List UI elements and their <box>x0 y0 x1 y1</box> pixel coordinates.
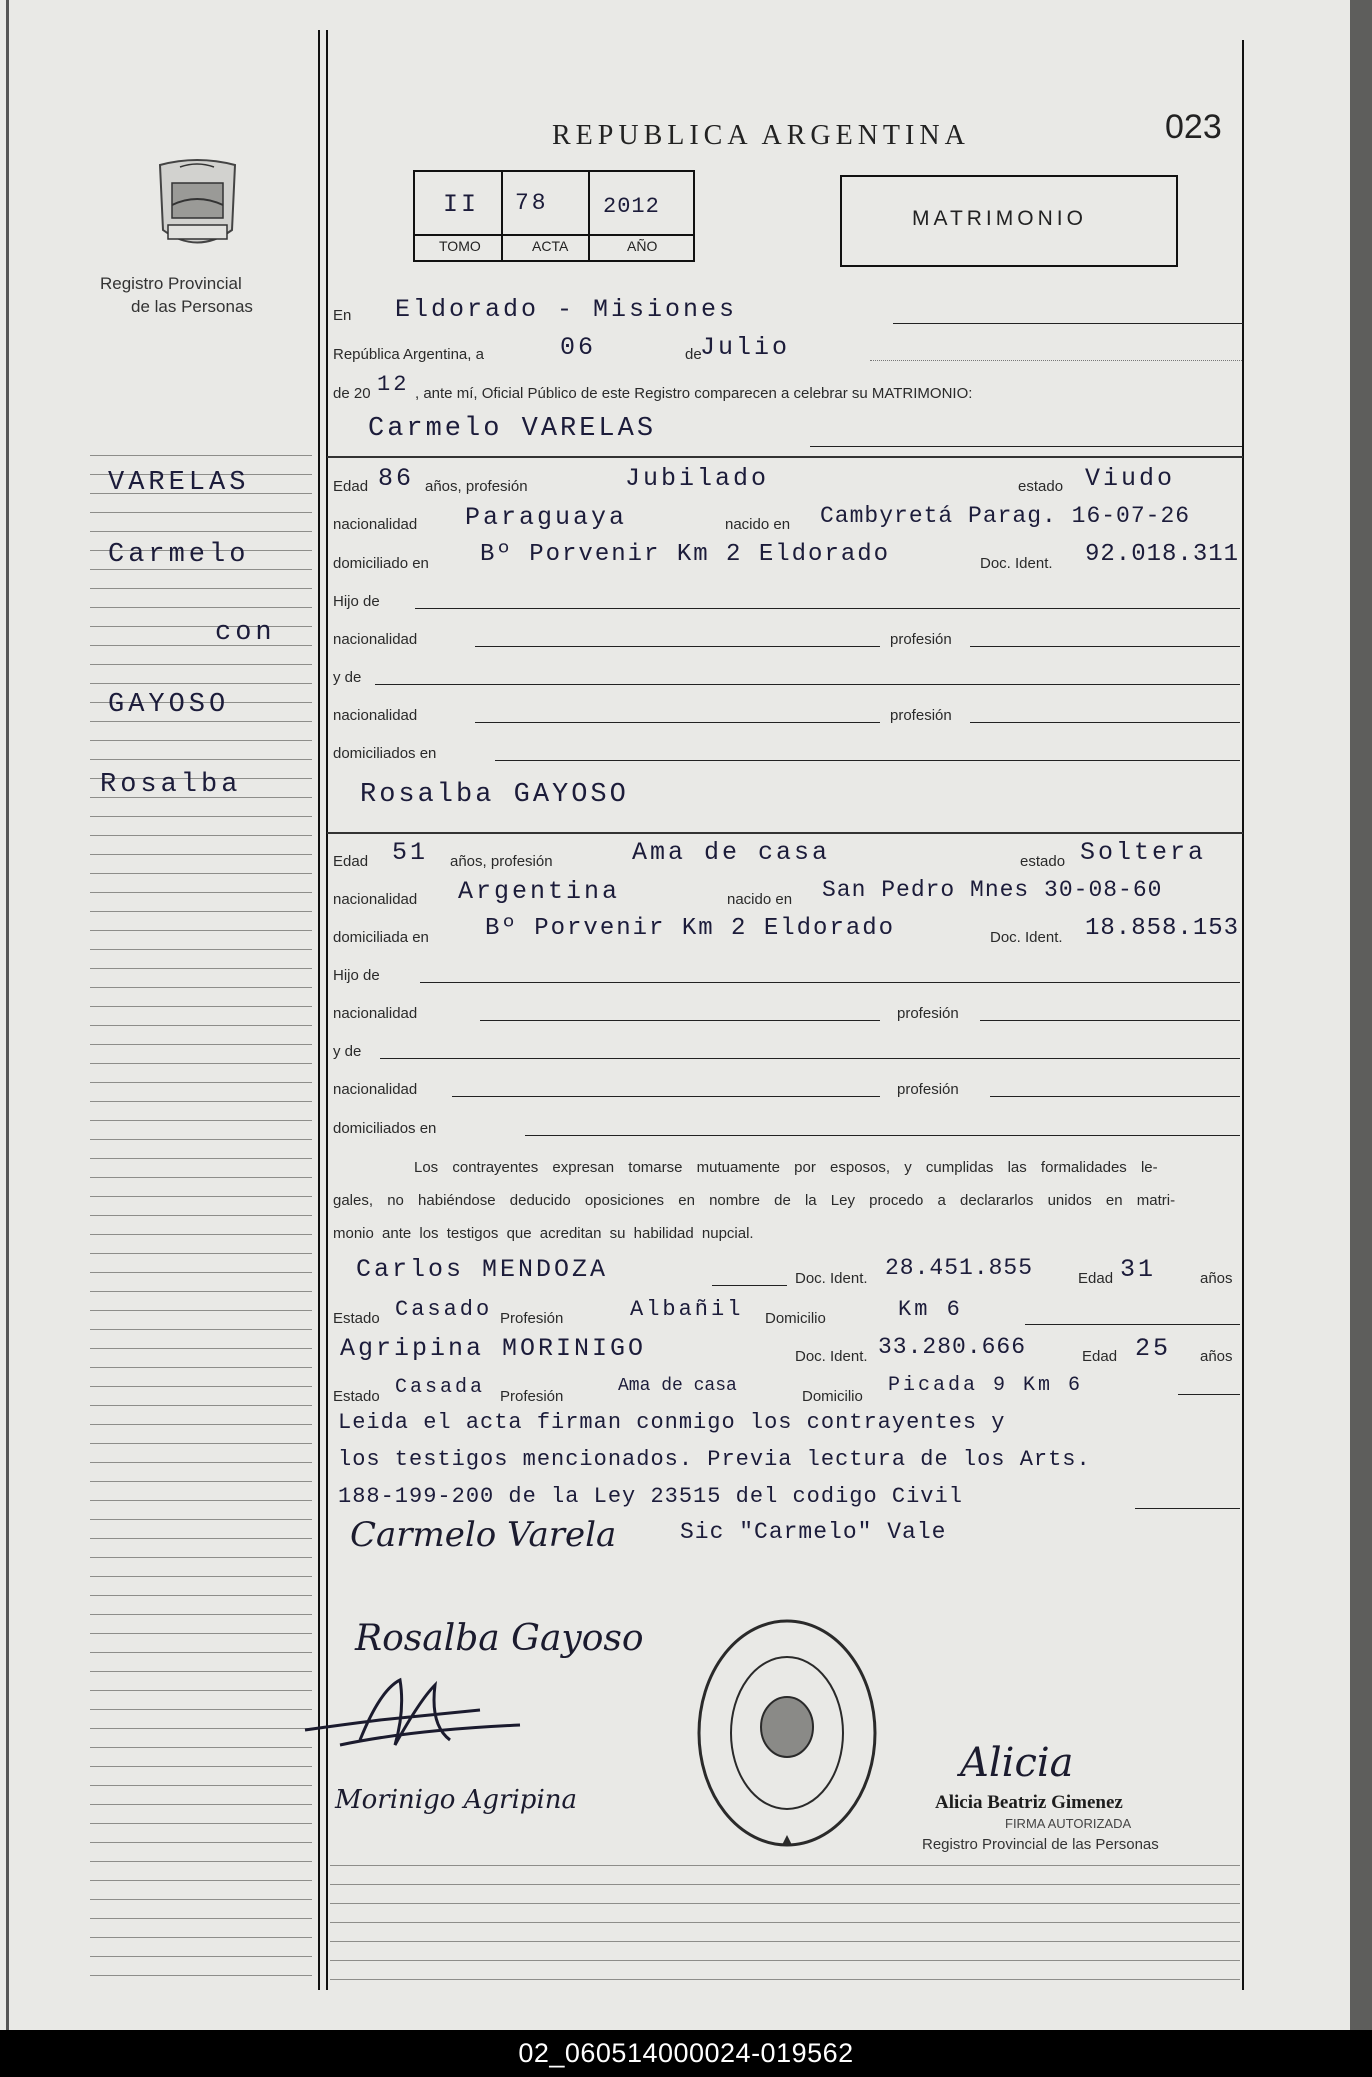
w2-estado-label: Estado <box>333 1388 380 1405</box>
groom-profession: Jubilado <box>625 464 770 493</box>
para-line-2: gales, no habiéndose deducido oposiciones en nombre de la Ley procedo a declararlos unidos en matri- <box>333 1192 1176 1209</box>
ruled-line <box>90 1253 312 1254</box>
ruled-line <box>90 1272 312 1273</box>
ruled-line <box>90 645 312 646</box>
w2-domicilio-label: Domicilio <box>802 1388 863 1405</box>
tomo-value: II <box>443 190 480 219</box>
bride-profession: Ama de casa <box>632 838 831 867</box>
w1-estado-label: Estado <box>333 1310 380 1327</box>
registry-label-line2: de las Personas <box>131 297 253 316</box>
ruled-line <box>90 1975 312 1976</box>
ruled-line <box>90 1538 312 1539</box>
w1-profesion-label: Profesión <box>500 1310 564 1327</box>
province-seal-icon <box>150 155 245 260</box>
republica-label: República Argentina, a <box>333 346 484 363</box>
w1-anos-label: años <box>1200 1270 1233 1287</box>
doc-ident-label-2: Doc. Ident. <box>990 929 1063 946</box>
ruled-line <box>90 1880 312 1881</box>
para-line-3: monio ante los testigos que acreditan su habilidad nupcial. <box>333 1225 754 1242</box>
ruled-line <box>90 740 312 741</box>
bride-status: Soltera <box>1080 838 1207 867</box>
day-value: 06 <box>560 333 597 362</box>
nacionalidad-label-2: nacionalidad <box>333 631 418 648</box>
record-type: MATRIMONIO <box>912 207 1087 230</box>
ruled-line <box>330 1865 1240 1866</box>
hijo-de-label-1: Hijo de <box>333 593 380 610</box>
witness2-doc: 33.280.666 <box>878 1334 1027 1360</box>
witness2-address: Picada 9 Km 6 <box>888 1374 1084 1397</box>
ruled-line <box>90 1785 312 1786</box>
bride-birth: San Pedro Mnes 30-08-60 <box>822 877 1163 903</box>
right-border <box>1242 40 1244 1990</box>
witness1-age: 31 <box>1120 1255 1157 1284</box>
ruled-line <box>90 1899 312 1900</box>
ruled-line <box>90 759 312 760</box>
ruled-line <box>90 873 312 874</box>
w1-edad-label: Edad <box>1078 1270 1114 1287</box>
groom-doc: 92.018.311 <box>1085 541 1240 568</box>
w2-edad-label: Edad <box>1082 1348 1118 1365</box>
ruled-line <box>90 930 312 931</box>
estado-label-1: estado <box>1018 478 1064 495</box>
ano-label: AÑO <box>627 238 658 254</box>
witness2-status: Casada <box>395 1376 486 1399</box>
ruled-line <box>90 1329 312 1330</box>
domiciliado-label: domiciliado en <box>333 555 429 572</box>
record-type-box <box>840 175 1178 267</box>
witness2-name: Agripina MORINIGO <box>340 1334 647 1363</box>
registry-label-line1: Registro Provincial <box>100 274 242 293</box>
image-id-bar <box>0 2030 1372 2077</box>
nacionalidad-label-5: nacionalidad <box>333 1005 418 1022</box>
ruled-line <box>90 987 312 988</box>
profesion-label-4: profesión <box>897 1081 959 1098</box>
ruled-line <box>90 1861 312 1862</box>
ruled-line <box>90 1576 312 1577</box>
binding-edge <box>6 0 9 2030</box>
ruled-line <box>90 1842 312 1843</box>
acta-value: 78 <box>515 190 549 216</box>
ruled-line <box>330 1903 1240 1904</box>
ruled-line <box>90 1082 312 1083</box>
nacionalidad-label-1: nacionalidad <box>333 516 418 533</box>
ruled-line <box>90 1196 312 1197</box>
month-value: Julio <box>700 333 791 362</box>
ruled-line <box>90 1348 312 1349</box>
margin-surname-1: VARELAS <box>108 468 250 498</box>
en-label: En <box>333 307 352 324</box>
ruled-line <box>330 1941 1240 1942</box>
margin-name-2: Rosalba <box>100 770 242 800</box>
comparecen-text: , ante mí, Oficial Público de este Registro comparecen a celebrar su MATRIMONIO: <box>415 385 973 402</box>
ruled-line <box>90 1519 312 1520</box>
signature-witness1 <box>300 1670 530 1780</box>
bride-doc: 18.858.153 <box>1085 915 1240 942</box>
domiciliados-label-1: domiciliados en <box>333 745 437 762</box>
w2-profesion-label: Profesión <box>500 1388 564 1405</box>
anos-profesion-label-2: años, profesión <box>450 853 553 870</box>
nacido-label-1: nacido en <box>725 516 791 533</box>
ruled-line <box>90 512 312 513</box>
ruled-line <box>90 1671 312 1672</box>
ruled-line <box>90 1956 312 1957</box>
ruled-line <box>90 1481 312 1482</box>
groom-nationality: Paraguaya <box>465 503 628 532</box>
ruled-line <box>90 683 312 684</box>
nacionalidad-label-6: nacionalidad <box>333 1081 418 1098</box>
witness1-address: Km 6 <box>898 1297 963 1322</box>
ruled-line <box>90 1006 312 1007</box>
ruled-line <box>330 1884 1240 1885</box>
ruled-line <box>90 626 312 627</box>
signature-groom: Carmelo Varela <box>350 1515 617 1555</box>
domiciliados-label-2: domiciliados en <box>333 1120 437 1137</box>
profesion-label-3: profesión <box>897 1005 959 1022</box>
w1-doc-label: Doc. Ident. <box>795 1270 868 1287</box>
note-line-2: los testigos mencionados. Previa lectura de los Arts. <box>338 1447 1091 1472</box>
ruled-line <box>90 892 312 893</box>
ruled-line <box>90 968 312 969</box>
signature-bride: Rosalba Gayoso <box>355 1618 644 1659</box>
ruled-line <box>90 1614 312 1615</box>
ruled-line <box>90 1101 312 1102</box>
ruled-line <box>90 1557 312 1558</box>
official-stamp-icon <box>695 1615 880 1855</box>
margin-surname-2: GAYOSO <box>108 690 230 720</box>
signature-official: Alicia <box>960 1740 1074 1786</box>
official-name: Alicia Beatriz Gimenez <box>935 1792 1123 1813</box>
ruled-line <box>90 531 312 532</box>
page-edge <box>1350 0 1372 2030</box>
ruled-line <box>90 1690 312 1691</box>
ruled-line <box>90 1310 312 1311</box>
official-title: FIRMA AUTORIZADA <box>1005 1816 1132 1831</box>
ruled-line <box>90 1424 312 1425</box>
ruled-line <box>90 1918 312 1919</box>
nacionalidad-label-3: nacionalidad <box>333 707 418 724</box>
image-id: 02_060514000024-019562 <box>518 2038 854 2068</box>
witness1-status: Casado <box>395 1297 493 1322</box>
ruled-line <box>330 1922 1240 1923</box>
ruled-line <box>90 1595 312 1596</box>
signature-groom-note: Sic "Carmelo" Vale <box>680 1519 947 1545</box>
ruled-line <box>90 1633 312 1634</box>
de-label-1: de <box>685 346 702 363</box>
ruled-line <box>90 1405 312 1406</box>
y-de-label-2: y de <box>333 1043 362 1060</box>
hijo-de-label-2: Hijo de <box>333 967 380 984</box>
groom-birth: Cambyretá Parag. 16-07-26 <box>820 503 1191 529</box>
ruled-line <box>330 1960 1240 1961</box>
witness2-profession: Ama de casa <box>618 1376 737 1396</box>
witness2-age: 25 <box>1135 1334 1172 1363</box>
ruled-line <box>90 1500 312 1501</box>
edad-label-2: Edad <box>333 853 369 870</box>
witness1-name: Carlos MENDOZA <box>356 1255 609 1284</box>
note-line-1: Leida el acta firman conmigo los contrayentes y <box>338 1410 1006 1435</box>
ruled-line <box>90 1215 312 1216</box>
ruled-line <box>90 1804 312 1805</box>
estado-label-2: estado <box>1020 853 1066 870</box>
signature-witness2: Morinigo Agripina <box>335 1785 578 1815</box>
bride-age: 51 <box>392 838 429 867</box>
ruled-line <box>90 1652 312 1653</box>
de-20-label: de 20 <box>333 385 371 402</box>
ruled-line <box>90 1386 312 1387</box>
nacido-label-2: nacido en <box>727 891 793 908</box>
w2-doc-label: Doc. Ident. <box>795 1348 868 1365</box>
ruled-line <box>90 1044 312 1045</box>
ruled-line <box>90 1747 312 1748</box>
edad-label-1: Edad <box>333 478 369 495</box>
page-number: 023 <box>1165 108 1222 146</box>
groom-status: Viudo <box>1085 464 1176 493</box>
groom-name: Carmelo VARELAS <box>368 414 657 444</box>
ruled-line <box>90 911 312 912</box>
profesion-label-1: profesión <box>890 631 952 648</box>
ruled-line <box>90 1367 312 1368</box>
anos-profesion-label-1: años, profesión <box>425 478 528 495</box>
note-line-3: 188-199-200 de la Ley 23515 del codigo Civil <box>338 1484 963 1509</box>
profesion-label-2: profesión <box>890 707 952 724</box>
w1-domicilio-label: Domicilio <box>765 1310 826 1327</box>
ruled-line <box>90 1120 312 1121</box>
ruled-line <box>90 1766 312 1767</box>
witness1-profession: Albañil <box>630 1297 744 1322</box>
ruled-line <box>90 1937 312 1938</box>
bride-address: Bº Porvenir Km 2 Eldorado <box>485 915 896 942</box>
y-de-label-1: y de <box>333 669 362 686</box>
ruled-line <box>90 1823 312 1824</box>
ruled-line <box>90 1234 312 1235</box>
ano-value: 2012 <box>603 194 660 219</box>
ruled-line <box>90 1728 312 1729</box>
ruled-line <box>90 607 312 608</box>
ruled-line <box>90 1177 312 1178</box>
acta-label: ACTA <box>532 238 569 254</box>
record-box <box>413 170 695 262</box>
witness1-doc: 28.451.855 <box>885 1255 1034 1281</box>
ruled-line <box>90 1158 312 1159</box>
groom-address: Bº Porvenir Km 2 Eldorado <box>480 541 891 568</box>
ruled-line <box>90 1025 312 1026</box>
ruled-line <box>90 835 312 836</box>
country-title: REPUBLICA ARGENTINA <box>552 120 970 151</box>
para-line-1: Los contrayentes expresan tomarse mutuamente por esposos, y cumplidas las formalidades le- <box>414 1159 1158 1176</box>
groom-age: 86 <box>378 464 415 493</box>
ruled-line <box>90 455 312 456</box>
w2-anos-label: años <box>1200 1348 1233 1365</box>
ruled-line <box>90 816 312 817</box>
domiciliada-label: domiciliada en <box>333 929 429 946</box>
margin-name-1: Carmelo <box>108 540 250 570</box>
ruled-line <box>90 949 312 950</box>
tomo-label: TOMO <box>439 238 481 254</box>
bride-nationality: Argentina <box>458 877 621 906</box>
bride-name: Rosalba GAYOSO <box>360 780 629 810</box>
nacionalidad-label-4: nacionalidad <box>333 891 418 908</box>
doc-ident-label-1: Doc. Ident. <box>980 555 1053 572</box>
ruled-line <box>330 1979 1240 1980</box>
ruled-line <box>90 721 312 722</box>
ruled-line <box>90 1709 312 1710</box>
ruled-line <box>90 1291 312 1292</box>
ruled-line <box>90 854 312 855</box>
ruled-line <box>90 1443 312 1444</box>
ruled-line <box>90 1063 312 1064</box>
place-value: Eldorado - Misiones <box>395 295 738 324</box>
ruled-line <box>90 588 312 589</box>
official-registry: Registro Provincial de las Personas <box>922 1836 1159 1853</box>
margin-conjunction: con <box>215 618 276 648</box>
ruled-line <box>90 1462 312 1463</box>
ruled-line <box>90 1139 312 1140</box>
year-suffix: 12 <box>377 372 410 397</box>
ruled-line <box>90 664 312 665</box>
